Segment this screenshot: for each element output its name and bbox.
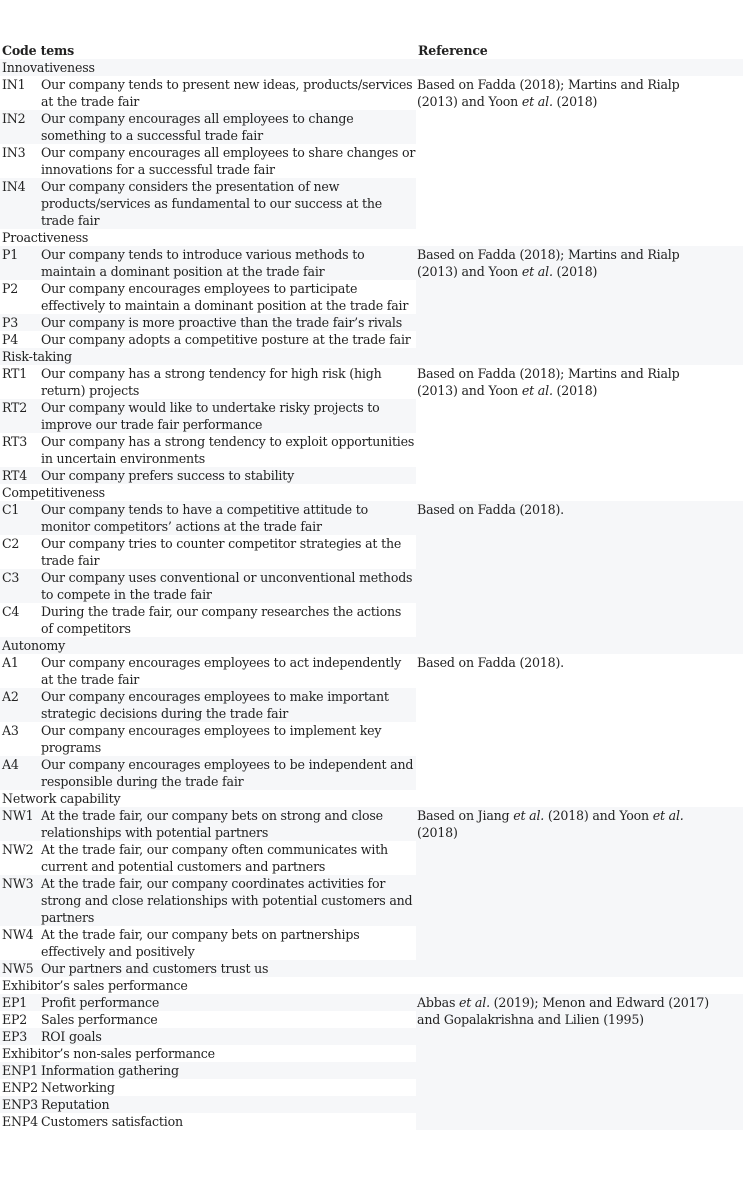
group-label: Exhibitor’s sales performance: [2, 978, 188, 993]
item-code: EP3: [0, 1028, 40, 1045]
item-code: A3: [2, 723, 19, 738]
item-code: P4: [2, 332, 19, 347]
group-label: Autonomy: [0, 637, 416, 654]
item-code: EP1: [0, 994, 40, 1011]
reference-text: Based on Fadda (2018); Martins and Rialp (2013) and Yoon: [417, 247, 680, 279]
group-row: [0, 59, 743, 76]
item-text: Our company encourages employees to participate effectively to maintain a dominant position at the trade fair: [41, 281, 409, 313]
item-code: RT2: [0, 399, 40, 433]
item-text: Our company uses conventional or unconventional methods to compete in the trade fair: [40, 569, 416, 603]
group-label: Innovativeness: [0, 59, 416, 76]
item-code: A1: [2, 655, 19, 670]
item-code: ENP4: [2, 1114, 38, 1129]
reference-text: (2018): [552, 383, 598, 398]
group-label: Network capability: [2, 791, 121, 806]
reference-text: et al.: [459, 995, 490, 1010]
reference-text: Based on Fadda (2018); Martins and Rialp (2013) and Yoon: [417, 77, 680, 109]
group-row: [0, 229, 743, 246]
item-text: Our company prefers success to stability: [40, 467, 416, 484]
reference-cell: [416, 76, 743, 229]
item-row: [0, 365, 743, 399]
item-text: Our company would like to undertake risky projects to improve our trade fair performance: [40, 399, 416, 433]
reference-text: Based on Fadda (2018).: [417, 655, 564, 670]
item-code: C2: [2, 536, 20, 551]
item-code: ENP1: [0, 1062, 40, 1079]
table-header-row: [0, 42, 743, 59]
item-text: Our company encourages employees to implement key programs: [41, 723, 382, 755]
reference-text: et al.: [521, 94, 553, 109]
reference-text: Based on Fadda (2018).: [417, 502, 564, 517]
reference-cell: [416, 501, 743, 637]
code-items-header: Code tems: [2, 43, 75, 58]
item-text: Reputation: [40, 1096, 416, 1113]
reference-text: et al.: [513, 808, 545, 823]
item-row: [0, 76, 743, 110]
item-text: Our company adopts a competitive posture at the trade fair: [41, 332, 411, 347]
item-code: A4: [0, 756, 40, 790]
item-code: NW5: [0, 960, 40, 977]
reference-text: Abbas: [417, 995, 460, 1010]
reference-text: (2018): [417, 825, 458, 840]
item-code: P1: [0, 246, 40, 280]
reference-cell: [416, 246, 743, 348]
reference-text: (2018): [552, 94, 598, 109]
empty-reference-cell: [416, 484, 743, 501]
item-code: NW4: [2, 927, 34, 942]
empty-reference-cell: [416, 229, 743, 246]
item-text: Our company encourages all employees to change something to a successful trade fair: [40, 110, 416, 144]
item-text: Our company encourages employees to act independently at the trade fair: [41, 655, 401, 687]
item-code: RT4: [0, 467, 40, 484]
item-code: RT1: [2, 366, 28, 381]
group-label: Exhibitor’s non-sales performance: [2, 1046, 215, 1061]
table-body: [0, 59, 743, 1130]
item-text: At the trade fair, our company often communicates with current and potential customers and partners: [41, 842, 388, 874]
group-label: Competitiveness: [2, 485, 105, 500]
empty-reference-cell: [416, 637, 743, 654]
group-label: Proactiveness: [2, 230, 89, 245]
item-code: IN1: [2, 77, 26, 92]
item-text: Our company considers the presentation of new products/services as fundamental to our success at the trade fair: [40, 178, 416, 229]
item-row: [0, 501, 743, 535]
group-label: Risk-taking: [0, 348, 416, 365]
group-row: [0, 977, 743, 994]
item-code: NW3: [0, 875, 40, 926]
item-text: Information gathering: [40, 1062, 416, 1079]
item-text: During the trade fair, our company researches the actions of competitors: [41, 604, 402, 636]
item-text: Our company encourages employees to make important strategic decisions during the trade fair: [40, 688, 416, 722]
item-text: Our company encourages employees to be independent and responsible during the trade fair: [40, 756, 416, 790]
item-row: [0, 807, 743, 841]
item-text: Customers satisfaction: [41, 1114, 183, 1129]
reference-cell: [416, 654, 743, 790]
item-row: [0, 654, 743, 688]
item-code: IN4: [0, 178, 40, 229]
item-code: P3: [0, 314, 40, 331]
item-text: Our company encourages all employees to share changes or innovations for a successful trade fair: [41, 145, 416, 177]
item-text: At the trade fair, our company coordinates activities for strong and close relationships with potential customers and partners: [40, 875, 416, 926]
item-text: Profit performance: [40, 994, 416, 1011]
item-text: Our company has a strong tendency for high risk (high return) projects: [41, 366, 382, 398]
item-text: Our company has a strong tendency to exploit opportunities in uncertain environments: [41, 434, 415, 466]
reference-text: (2019); Menon and Edward (2017) and Gopalakrishna and Lilien (1995): [417, 995, 709, 1027]
reference-text: et al.: [652, 808, 684, 823]
item-text: Our company tends to have a competitive attitude to monitor competitors’ actions at the trade fair: [40, 501, 416, 535]
item-code: NW1: [0, 807, 40, 841]
item-code: ENP2: [2, 1080, 38, 1095]
group-row: [0, 790, 743, 807]
group-row: [0, 348, 743, 365]
measurement-items-table: [0, 42, 743, 1130]
reference-cell: [416, 807, 743, 977]
item-code: EP2: [2, 1012, 28, 1027]
reference-text: et al.: [521, 264, 553, 279]
item-text: Our company tends to present new ideas, products/services at the trade fair: [41, 77, 413, 109]
item-text: At the trade fair, our company bets on partnerships effectively and positively: [41, 927, 360, 959]
item-code: C4: [2, 604, 20, 619]
empty-reference-cell: [416, 348, 743, 365]
item-text: Our company tries to counter competitor strategies at the trade fair: [41, 536, 402, 568]
item-code: NW2: [2, 842, 34, 857]
item-text: Our company tends to introduce various methods to maintain a dominant position at the trade fair: [40, 246, 416, 280]
item-text: Our company is more proactive than the trade fair’s rivals: [40, 314, 416, 331]
item-text: Sales performance: [41, 1012, 158, 1027]
reference-header: Reference: [418, 43, 488, 58]
empty-reference-cell: [416, 59, 743, 76]
group-row: [0, 637, 743, 654]
reference-cell: [416, 365, 743, 484]
empty-reference-cell: [416, 790, 743, 807]
item-text: Our partners and customers trust us: [40, 960, 416, 977]
empty-reference-cell: [416, 977, 743, 994]
item-text: ROI goals: [40, 1028, 416, 1045]
item-code: IN3: [2, 145, 26, 160]
reference-text: (2018) and Yoon: [544, 808, 653, 823]
reference-text: Based on Fadda (2018); Martins and Rialp (2013) and Yoon: [417, 366, 680, 398]
item-code: IN2: [0, 110, 40, 144]
item-row: [0, 246, 743, 280]
item-code: C3: [0, 569, 40, 603]
item-code: ENP3: [0, 1096, 40, 1113]
item-code: A2: [0, 688, 40, 722]
reference-text: et al.: [521, 383, 553, 398]
group-row: [0, 484, 743, 501]
reference-text: (2018): [552, 264, 598, 279]
item-code: C1: [0, 501, 40, 535]
item-text: At the trade fair, our company bets on strong and close relationships with potential partners: [40, 807, 416, 841]
item-code: RT3: [2, 434, 28, 449]
item-text: Networking: [41, 1080, 115, 1095]
item-row: [0, 994, 743, 1011]
reference-text: Based on Jiang: [417, 808, 514, 823]
reference-cell: [416, 994, 743, 1130]
item-code: P2: [2, 281, 19, 296]
